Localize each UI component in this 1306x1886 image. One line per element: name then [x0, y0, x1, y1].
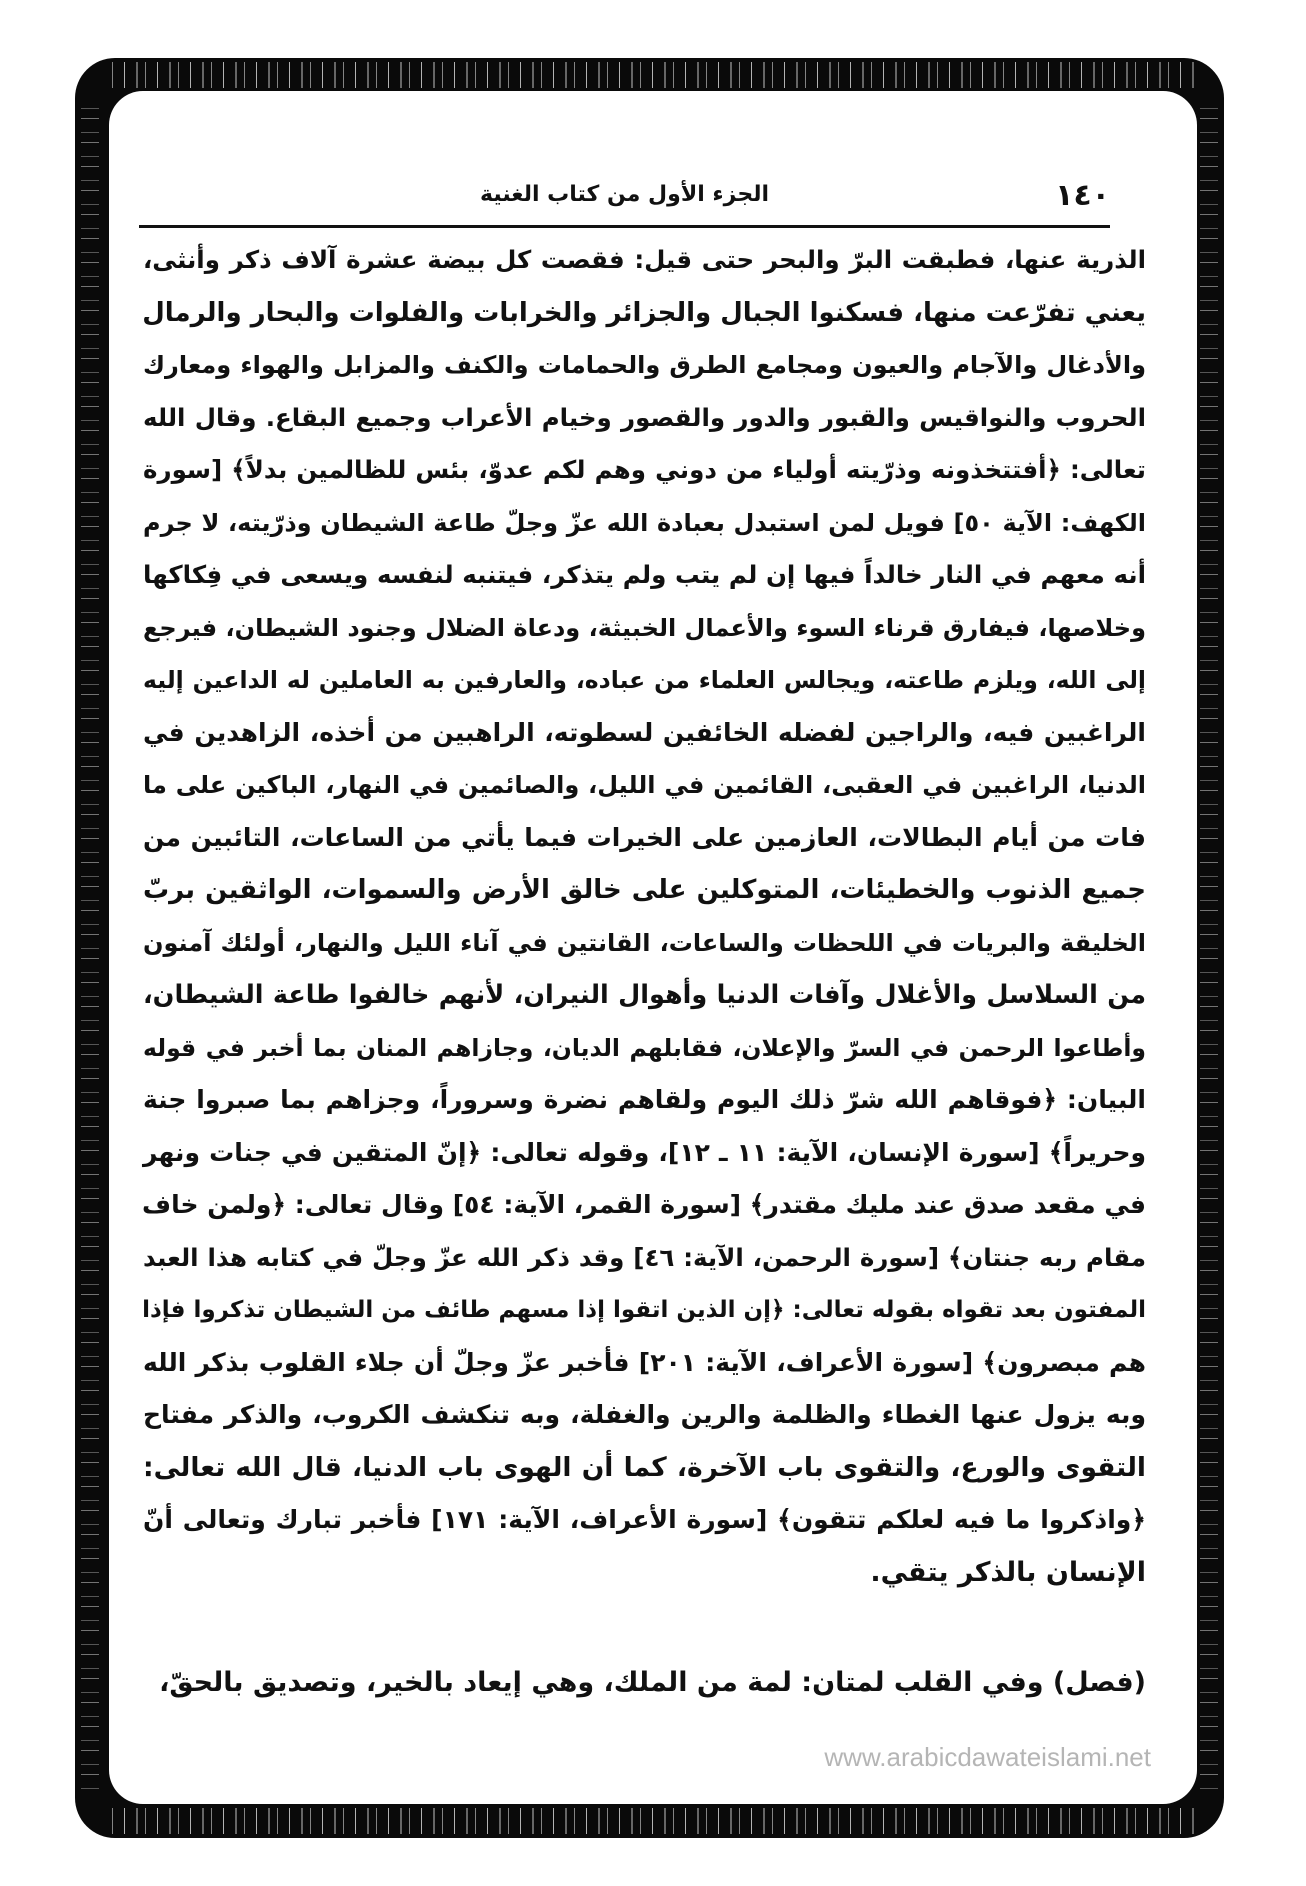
text-line: ﴿واذكروا ما فيه لعلكم تتقون﴾ [سورة الأعراف، الآية: ١٧١] فأخبر تبارك وتعالى أنّ: [143, 1505, 1146, 1534]
text-line: الراغبين فيه، والراجين لفضله الخائفين لسطوته، الراهبين من أخذه، الزاهدين في: [143, 717, 1146, 747]
section-paragraph: (فصل) وفي القلب لمتان: لمة من الملك، وهي إيعاد بالخير، وتصديق بالحقّ،: [159, 1667, 1146, 1698]
frame-border-top: [105, 62, 1194, 88]
text-line: وحريراً﴾ [سورة الإنسان، الآية: ١١ ـ ١٢]، وقوله تعالى: ﴿إنّ المتقين في جنات ونهر: [143, 1137, 1147, 1167]
running-title: الجزء الأول من كتاب الغنية: [480, 182, 769, 207]
text-line: يعني تفرّعت منها، فسكنوا الجبال والجزائر والخرابات والفلوات والبحار والرمال: [142, 297, 1146, 328]
text-line: والأدغال والآجام والعيون ومجامع الطرق والحمامات والكنف والمزابل والهواء ومعارك: [143, 351, 1146, 379]
text-line: من السلاسل والأغلال وآفات الدنيا وأهوال النيران، لأنهم خالفوا طاعة الشيطان،: [143, 980, 1146, 1010]
frame-border-left: [81, 98, 99, 1798]
text-line: أنه معهم في النار خالداً فيها إن لم يتب ولم يتذكر، فيتنبه لنفسه ويسعى في فِكاكها: [143, 560, 1146, 589]
text-line: الدنيا، الراغبين في العقبى، القائمين في الليل، والصائمين في النهار، الباكين على ما: [143, 771, 1146, 799]
text-line: وخلاصها، فيفارق قرناء السوء والأعمال الخبيثة، ودعاة الضلال وجنود الشيطان، فيرجع: [143, 613, 1146, 642]
text-line: الإنسان بالذكر يتقي.: [870, 1556, 1146, 1588]
text-line: جميع الذنوب والخطيئات، المتوكلين على خالق الأرض والسموات، الواثقين بربّ: [143, 875, 1146, 905]
text-line: مقام ربه جنتان﴾ [سورة الرحمن، الآية: ٤٦] وقد ذكر الله عزّ وجلّ في كتابه هذا العبد: [143, 1242, 1146, 1272]
frame-border-bottom: [105, 1808, 1194, 1834]
text-line: المفتون بعد تقواه بقوله تعالى: ﴿إن الذين اتقوا إذا مسهم طائف من الشيطان تذكروا فإذا: [142, 1297, 1146, 1323]
text-line: الخليقة والبريات في اللحظات والساعات، القانتين في آناء الليل والنهار، أولئك آمنون: [143, 928, 1146, 957]
header-rule: [139, 225, 1110, 228]
page-header: [139, 178, 1110, 222]
text-line: إلى الله، ويلزم طاعته، ويجالس العلماء من عباده، والعارفين به العاملين له الداعين إليه: [143, 666, 1146, 694]
text-line: الذرية عنها، فطبقت البرّ والبحر حتى قيل: فقصت كل بيضة عشرة آلاف ذكر وأنثى،: [143, 245, 1146, 274]
text-line: وبه يزول عنها الغطاء والظلمة والرين والغفلة، وبه تنكشف الكروب، والذكر مفتاح: [143, 1400, 1146, 1429]
text-line: الحروب والنواقيس والقبور والدور والقصور وخيام الأعراب وجميع البقاع. وقال الله: [143, 402, 1146, 432]
text-line: تعالى: ﴿أفتتخذونه وذرّيته أولياء من دوني وهم لكم عدوّ، بئس للظالمين بدلاً﴾ [سورة: [143, 455, 1146, 484]
text-line: الكهف: الآية ٥٠] فويل لمن استبدل بعبادة الله عزّ وجلّ طاعة الشيطان وذرّيته، لا جرم: [143, 508, 1146, 537]
text-line: وأطاعوا الرحمن في السرّ والإعلان، فقابلهم الديان، وجازاهم المنان بما أخبر في قوله: [143, 1033, 1146, 1062]
watermark: www.arabicdawateislami.net: [824, 1742, 1151, 1772]
body-text: [143, 234, 1146, 1599]
text-line: فات من أيام البطالات، العازمين على الخيرات فيما يأتي من الساعات، التائبين من: [143, 822, 1146, 852]
text-line: التقوى والورع، والتقوى باب الآخرة، كما أن الهوى باب الدنيا، قال الله تعالى:: [143, 1451, 1146, 1483]
page-number: ١٤٠: [1055, 178, 1110, 213]
frame-border-right: [1200, 98, 1218, 1798]
text-line: في مقعد صدق عند مليك مقتدر﴾ [سورة القمر، الآية: ٥٤] وقال تعالى: ﴿ولمن خاف: [142, 1190, 1146, 1219]
text-line: هم مبصرون﴾ [سورة الأعراف، الآية: ٢٠١] فأخبر عزّ وجلّ أن جلاء القلوب بذكر الله: [143, 1347, 1146, 1377]
text-line: البيان: ﴿فوقاهم الله شرّ ذلك اليوم ولقاهم نضرة وسروراً، وجزاهم بما صبروا جنة: [143, 1085, 1146, 1114]
